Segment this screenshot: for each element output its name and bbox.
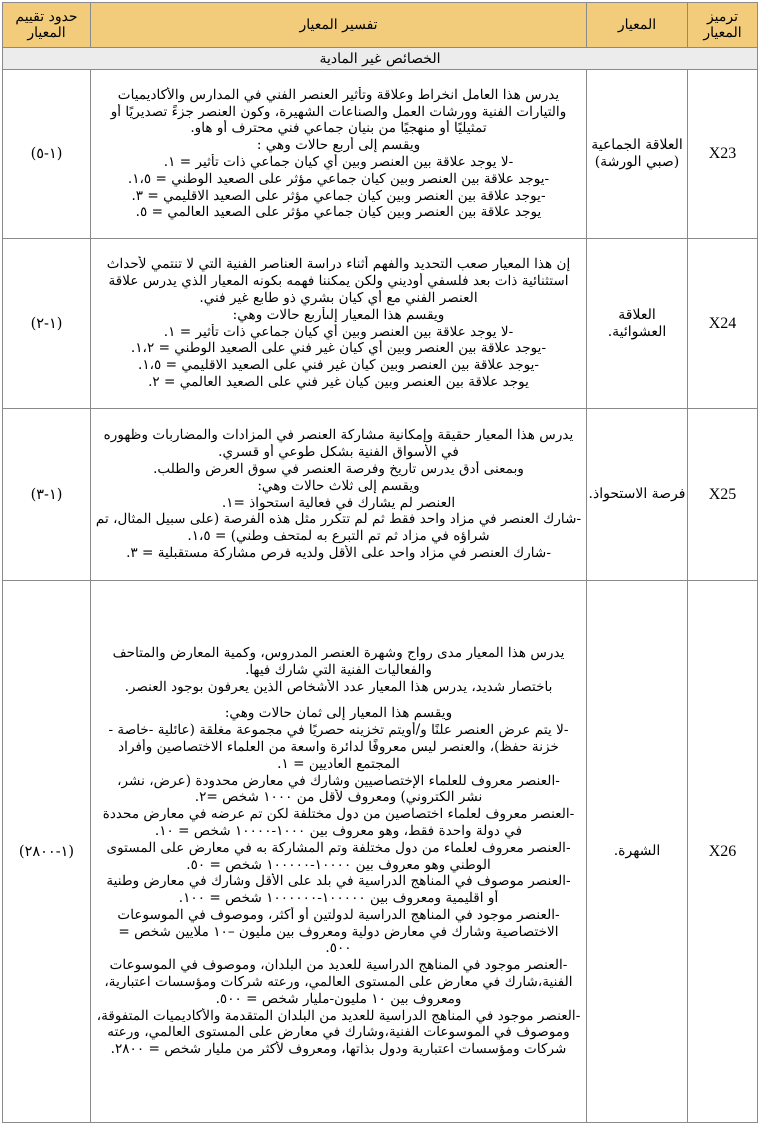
description-line: يوجد علاقة بين العنصر وبين كيان غير فني على الصعيد العالمي = ٢. <box>148 373 529 390</box>
description-line: يدرس هذا العامل انخراط وعلاقة وتأثير العنصر الفني في المدارس والأكاديميات <box>117 86 560 103</box>
description-line: ٥٠٠. <box>325 940 352 957</box>
description-line: -يوجد علاقة بين العنصر وبين كيان غير فني على الصعيد الاقليمي = ١،٥. <box>137 357 540 374</box>
criterion-limits: (١-٣) <box>3 409 91 581</box>
description-line: -العنصر موجود في المناهج الدراسية للعديد من البلدان، وموصوف في الموسوعات <box>109 957 568 974</box>
description-line: الاختصاصية وشارك في معارض دولية ومعروف بين مليون –١٠ ملايين شخص = <box>118 923 559 940</box>
criteria-table <box>2 2 758 1123</box>
description-line: والفعاليات الفنية التي شارك فيها. <box>245 661 432 678</box>
header-description: تفسير المعيار <box>91 3 587 48</box>
criterion-description <box>91 409 587 581</box>
criterion-name: الشهرة. <box>587 581 688 1123</box>
description-line: استثنائية ذات بعد فلسفي أوديني ولكن يمكننا فهمه بكونه المعيار الذي يدرس علاقة <box>108 273 569 290</box>
description-line: -العنصر موجود في المناهج الدراسية لدولتين أو أكثر، وموصوف في الموسوعات <box>117 906 560 923</box>
description-line: الوطني وهو معروف بين ١٠٠٠٠-١٠٠٠٠٠ شخص = ٥٠. <box>186 856 491 873</box>
description-line: يدرس هذا المعيار مدى رواج وشهرة العنصر المدروس، وكمية المعارض والمتاحف <box>112 644 565 661</box>
description-line: العنصر الفني مع أي كيان بشري ذو طابع غير فني. <box>199 289 478 306</box>
description-line: -العنصر معروف للعلماء الإختصاصيين وشارك في معارض محدودة (عرض، نشر، <box>117 772 560 789</box>
criterion-description <box>91 581 587 1123</box>
description-line: نشر الكتروني) ومعروف لأقل من ١٠٠٠ شخص =٢. <box>194 789 483 806</box>
description-line: -العنصر موجود في المناهج الدراسية للعديد من البلدان المتقدمة والأكاديميات المتفوقة، <box>96 1007 581 1024</box>
description-line: ويقسم إلى ثلاث حالات وهي: <box>257 477 420 494</box>
description-line: -يوجد علاقة بين العنصر وبين كيان جماعي مؤثر على الصعيد الوطني = ١،٥. <box>127 170 550 187</box>
description-line: وبمعنى أدق يدرس تاريخ وفرصة العنصر في سوق العرض والطلب. <box>153 460 524 477</box>
description-line: -شارك العنصر في مزاد واحد فقط ثم لم تتكرر مثل هذه الفرصة (على سبيل المثال، تم <box>95 511 582 528</box>
criterion-limits: (١-٢٨٠٠) <box>3 581 91 1123</box>
description-line: شراؤه في مزاد ثم تم التبرع به لمتحف وطني) = ١،٥. <box>187 528 490 545</box>
header-criterion: المعيار <box>587 3 688 48</box>
description-line: -لا يوجد علاقة بين العنصر وبين أي كيان جماعي ذات تأثير = ١. <box>163 154 514 170</box>
criterion-limits: (١-٥) <box>3 70 91 239</box>
header-limits: حدود تقييم المعيار <box>3 3 91 48</box>
description-line: -شارك العنصر في مزاد واحد على الأقل ولديه فرص مشاركة مستقبلية = ٣. <box>126 544 551 561</box>
description-line: باختصار شديد، يدرس هذا المعيار عدد الأشخاص الذين يعرفون بوجود العنصر. <box>124 678 553 695</box>
table-header-row <box>3 3 758 48</box>
criterion-description <box>91 239 587 409</box>
description-line: -العنصر معروف لعلماء من دول مختلفة وتم المشاركة به في معارض على المستوى <box>106 839 571 856</box>
description-line: -يوجد علاقة بين العنصر وبين كيان جماعي مؤثر على الصعيد الاقليمي = ٣. <box>131 187 546 204</box>
criterion-code: X25 <box>688 409 758 581</box>
description-line: في الأسواق الفنية بشكل طوعي أو قسري. <box>218 444 459 461</box>
description-line: يوجد علاقة بين العنصر وبين كيان جماعي مؤثر على الصعيد العالمي = ٥. <box>135 204 542 221</box>
description-line: -العنصر معروف لعلماء اختصاصين من دول مختلفة لكن تم عرضه في معارض محددة <box>102 806 575 823</box>
description-line: ومعروف بين ١٠ مليون-مليار شخص = ٥٠٠. <box>215 990 462 1007</box>
description-line: شركات ومؤسسات اعتبارية ودول بذاتها، ومعروف لأكثر من مليار شخص = ٢٨٠٠. <box>110 1041 567 1058</box>
description-line: في دولة واحدة فقط، وهو معروف بين ١٠٠٠-١٠٠٠٠ شخص = ١٠. <box>154 822 523 839</box>
criterion-limits: (١-٢) <box>3 239 91 409</box>
description-line: ويقسم هذا المعيار إلىأربع حالات وهي: <box>232 306 445 323</box>
criterion-name: فرصة الاستحواذ. <box>587 409 688 581</box>
description-line: ويقسم إلى أربع حالات وهي : <box>256 137 421 154</box>
description-line: إن هذا المعيار صعب التحديد والفهم أثناء دراسة العناصر الفنية التي لا تنتمي لأحداث <box>106 256 571 273</box>
section-title: الخصائص غير المادية <box>3 48 758 70</box>
criterion-name: العلاقة العشوائية. <box>587 239 688 409</box>
description-line: العنصر لم يشارك في فعالية استحواذ =١. <box>221 494 456 511</box>
description-line: -لا يتم عرض العنصر علنًا و/أويتم تخزينه حصريًا في مجموعة مغلقة (عائلية -خاصة - <box>108 722 569 739</box>
criterion-row <box>3 70 758 239</box>
description-gap <box>91 695 586 705</box>
criterion-code: X24 <box>688 239 758 409</box>
criterion-code: X26 <box>688 581 758 1123</box>
description-line: الفنية،شارك في معارض على المستوى العالمي، ورعته شركات ومؤسسات اعتبارية، <box>104 974 573 991</box>
description-line: أو اقليمية ومعروف بين ١٠٠٠٠٠-١٠٠٠٠٠٠ شخص = ١٠٠. <box>178 890 499 907</box>
description-line: تمثيليًا أو منهجيًا من بنيان جماعي فني محترف أو هاو. <box>190 120 487 137</box>
criterion-description <box>91 70 587 239</box>
criterion-code: X23 <box>688 70 758 239</box>
description-line: المجتمع العاديين = ١. <box>277 755 400 772</box>
criterion-row <box>3 409 758 581</box>
description-line: وموصوف في الموسوعات الفنية،وشارك في معارض على المستوى العالمي، ورعته <box>107 1024 570 1041</box>
criterion-row <box>3 581 758 1123</box>
section-row <box>3 48 758 70</box>
criterion-row <box>3 239 758 409</box>
header-code: ترميز المعيار <box>688 3 758 48</box>
criterion-name: العلاقة الجماعية (صبي الورشة) <box>587 70 688 239</box>
description-line: ويقسم هذا المعيار إلى ثمان حالات وهي: <box>224 705 453 722</box>
description-line: خزنة حفظ)، والعنصر ليس معروفًا لدائرة واسعة من العلماء الاختصاصين وأفراد <box>118 738 559 755</box>
description-line: يدرس هذا المعيار حقيقة وإمكانية مشاركة العنصر في المزادات والمضاربات وظهوره <box>103 427 574 444</box>
description-line: -يوجد علاقة بين العنصر وبين أي كيان غير فني على الصعيد الوطني = ١،٢. <box>130 340 547 357</box>
description-line: -لا يوجد علاقة بين العنصر وبين أي كيان جماعي ذات تأثير = ١. <box>163 323 514 340</box>
description-line: والتيارات الفنية وورشات العمل والصناعات الشهيرة، وكون العنصر جزءً تصديريًا أو <box>110 103 567 120</box>
description-line: -العنصر موصوف في المناهج الدراسية في بلد على الأقل وشارك في معارض وطنية <box>106 873 571 890</box>
